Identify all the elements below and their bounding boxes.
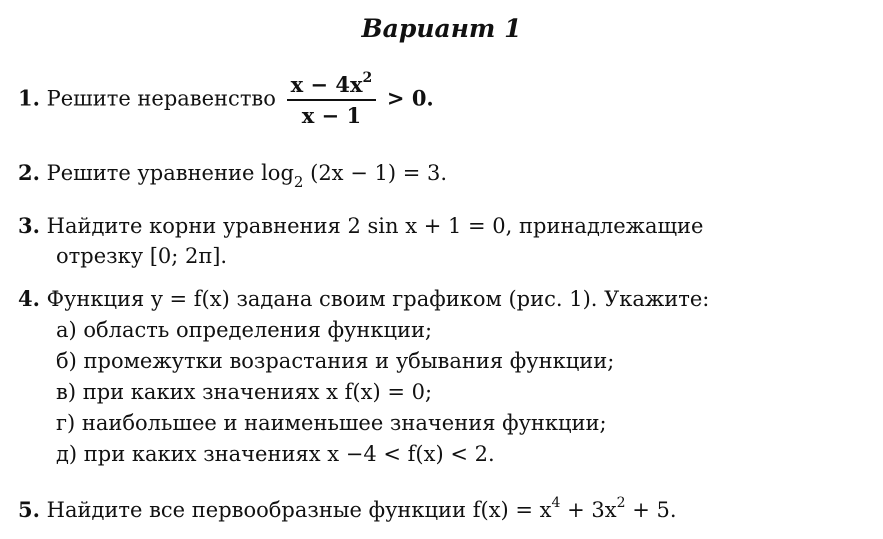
task-5	[18, 497, 677, 522]
task-4-item-a: а) область определения функции;	[56, 318, 433, 342]
task-4-item-d: г) наибольшее и наименьшее значения функции;	[56, 411, 607, 435]
task-3	[18, 213, 703, 238]
task-4-item-e: д) при каких значениях x −4 < f(x) < 2.	[56, 442, 495, 466]
task-4	[18, 286, 709, 311]
task-4-item-b: б) промежутки возрастания и убывания функции;	[56, 349, 615, 373]
task-2-number: 2.	[18, 160, 40, 185]
task-5-middle: + 3x	[567, 498, 617, 522]
task-3-line-2: отрезку [0; 2π].	[56, 244, 228, 268]
task-1-number: 1.	[18, 85, 40, 111]
task-3-number: 3.	[18, 213, 40, 238]
task-2-log-base: 2	[293, 173, 304, 191]
task-3-line-1: Найдите корни уравнения 2 sin x + 1 = 0, принадлежащие	[46, 214, 704, 238]
task-5-text: Найдите все первообразные функции f(x) = x	[46, 498, 552, 522]
task-4-item-c: в) при каких значениях x f(x) = 0;	[56, 380, 433, 404]
task-4-line-1: Функция y = f(x) задана своим графиком (рис. 1). Укажите:	[46, 287, 710, 311]
task-1-denominator: x − 1	[301, 103, 362, 128]
task-5-number: 5.	[18, 497, 40, 522]
task-1-fraction	[287, 72, 377, 128]
task-1	[18, 72, 434, 128]
task-4-number: 4.	[18, 286, 40, 311]
task-2	[18, 160, 448, 191]
task-2-text: Решите уравнение log	[46, 161, 294, 185]
variant-title: Вариант 1	[361, 14, 522, 43]
task-1-inequality: > 0.	[386, 85, 434, 111]
task-5-tail: + 5.	[632, 498, 677, 522]
task-5-exp-2: 2	[616, 495, 626, 511]
task-2-expression: (2x − 1) = 3.	[310, 161, 448, 185]
task-1-text: Решите неравенство	[46, 86, 276, 111]
task-5-exp-1: 4	[551, 495, 561, 511]
task-1-numerator: $x - 4x^2$	[287, 72, 377, 101]
